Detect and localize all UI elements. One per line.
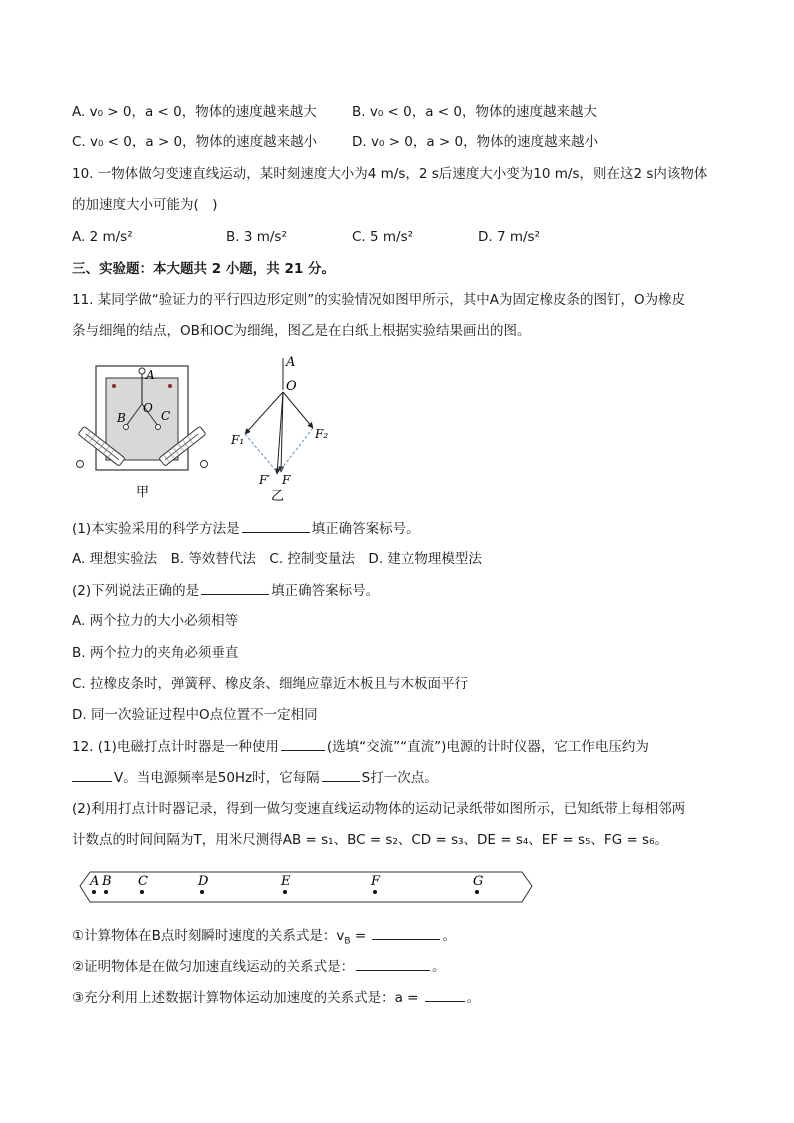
q12-part1-line2 bbox=[72, 767, 438, 788]
section-heading: 三、实验题：本大题共 2 小题，共 21 分。 bbox=[72, 261, 335, 277]
q11-part2-end: 填正确答案标号。 bbox=[271, 583, 380, 599]
q12-sub1-text: ①计算物体在B点时刻瞬时速度的关系式是：v bbox=[72, 928, 345, 944]
q11-part1-blank[interactable] bbox=[242, 518, 310, 533]
yi-label-f1: F₁ bbox=[231, 433, 245, 447]
figure-yi bbox=[225, 352, 345, 502]
yi-label-f: F bbox=[282, 473, 291, 487]
yi-caption: 乙 bbox=[271, 489, 285, 502]
q10-line1: 10. 一物体做匀变速直线运动，某时刻速度大小为4 m/s，2 s后速度大小变为10 m/s，则在这2 s内该物体 bbox=[72, 166, 708, 182]
yi-label-fprime: F′ bbox=[259, 473, 271, 487]
q9-option-c: C. v₀ < 0，a > 0，物体的速度越来越小 bbox=[72, 134, 318, 150]
q12-sub3-text: ③充分利用上述数据计算物体运动加速度的关系式是：a = bbox=[72, 990, 423, 1006]
q11-line2: 条与细绳的结点，OB和OC为细绳，图乙是在白纸上根据实验结果画出的图。 bbox=[72, 323, 531, 339]
q9-option-b: B. v₀ < 0，a < 0，物体的速度越来越大 bbox=[352, 104, 597, 120]
figure-jia bbox=[70, 358, 220, 503]
q12-sub1-eq: = bbox=[350, 928, 371, 944]
q11-part2 bbox=[72, 580, 379, 601]
q9-option-a: A. v₀ > 0，a < 0，物体的速度越来越大 bbox=[72, 104, 317, 120]
tape-dot-g bbox=[475, 890, 479, 894]
q12-voltage-blank[interactable] bbox=[72, 767, 112, 782]
q10-line2: 的加速度大小可能为( ) bbox=[72, 197, 218, 213]
q12-current-type-blank[interactable] bbox=[281, 736, 325, 751]
tape-label-g: G bbox=[473, 874, 484, 889]
q11-part2-option-d: D. 同一次验证过程中O点位置不一定相同 bbox=[72, 707, 318, 723]
q11-part1-end: 填正确答案标号。 bbox=[311, 521, 420, 537]
q10-option-b: B. 3 m/s² bbox=[226, 229, 287, 245]
tape-label-d: D bbox=[198, 874, 209, 889]
q11-part2-blank[interactable] bbox=[201, 580, 269, 595]
q12-vb-blank[interactable] bbox=[372, 925, 440, 940]
tape-dot-f bbox=[373, 890, 377, 894]
tape-dot-d bbox=[200, 890, 204, 894]
q12-part2-line1: (2)利用打点计时器记录，得到一做匀变速直线运动物体的运动记录纸带如图所示，已知纸带上每相邻两 bbox=[72, 801, 686, 817]
q11-part1-options: A. 理想实验法 B. 等效替代法 C. 控制变量法 D. 建立物理模型法 bbox=[72, 551, 482, 567]
tape-label-c: C bbox=[138, 874, 148, 889]
jia-caption: 甲 bbox=[136, 485, 150, 500]
q12-part1-text-b: (选填“交流”“直流”)电源的计时仪器，它工作电压约为 bbox=[326, 739, 649, 755]
yi-label-a: A bbox=[286, 355, 296, 370]
q12-part2-line2: 计数点的时间间隔为T，用米尺测得AB = s₁、BC = s₂、CD = s₃、DE = s₄、EF = s₅、FG = s₆。 bbox=[72, 832, 668, 848]
tape-label-a: A bbox=[90, 874, 100, 889]
q12-proof-blank[interactable] bbox=[356, 956, 430, 971]
q12-acc-blank[interactable] bbox=[425, 987, 465, 1002]
tape-dot-c bbox=[140, 890, 144, 894]
q12-sub1: ①计算物体在B点时刻瞬时速度的关系式是：$v_B$ = 。 bbox=[72, 925, 456, 952]
yi-label-f2: F₂ bbox=[315, 427, 329, 441]
jia-label-o: O bbox=[143, 401, 153, 415]
q12-part1-line1 bbox=[72, 736, 649, 757]
jia-label-c: C bbox=[161, 409, 171, 423]
tape-dot-a bbox=[92, 890, 96, 894]
q12-part1-text-d: S打一次点。 bbox=[361, 770, 438, 786]
q9-option-d: D. v₀ > 0，a > 0，物体的速度越来越小 bbox=[352, 134, 599, 150]
q12-sub1-subscript: B bbox=[344, 936, 351, 947]
q11-part2-option-b: B. 两个拉力的夹角必须垂直 bbox=[72, 645, 239, 661]
yi-label-o: O bbox=[286, 379, 297, 394]
tape-label-e: E bbox=[281, 874, 291, 889]
q11-line1: 11. 某同学做“验证力的平行四边形定则”的实验情况如图甲所示，其中A为固定橡皮条的图钉，O为橡皮 bbox=[72, 292, 686, 308]
q10-option-c: C. 5 m/s² bbox=[352, 229, 414, 245]
tape-dot-b bbox=[104, 890, 108, 894]
q11-part2-text: (2)下列说法正确的是 bbox=[72, 583, 200, 599]
q11-part1 bbox=[72, 518, 420, 539]
q12-interval-blank[interactable] bbox=[322, 767, 360, 782]
tape-dot-e bbox=[283, 890, 287, 894]
q10-option-a: A. 2 m/s² bbox=[72, 229, 133, 245]
q12-sub3: ③充分利用上述数据计算物体运动加速度的关系式是：a = 。 bbox=[72, 987, 480, 1008]
paper-tape bbox=[70, 864, 536, 908]
q12-sub2: ②证明物体是在做匀加速直线运动的关系式是： 。 bbox=[72, 956, 446, 977]
q12-part1-text-a: 12. (1)电磁打点计时器是一种使用 bbox=[72, 739, 279, 755]
q11-part1-text: (1)本实验采用的科学方法是 bbox=[72, 521, 240, 537]
tape-label-f: F bbox=[371, 874, 381, 889]
jia-label-a: A bbox=[146, 368, 155, 382]
q10-option-d: D. 7 m/s² bbox=[478, 229, 541, 245]
jia-label-b: B bbox=[117, 411, 126, 425]
q11-part2-option-a: A. 两个拉力的大小必须相等 bbox=[72, 613, 239, 629]
q11-part2-option-c: C. 拉橡皮条时，弹簧秤、橡皮条、细绳应靠近木板且与木板面平行 bbox=[72, 676, 469, 692]
q12-part1-text-c: V。当电源频率是50Hz时，它每隔 bbox=[114, 770, 320, 786]
tape-label-b: B bbox=[102, 874, 112, 889]
q12-sub2-text: ②证明物体是在做匀加速直线运动的关系式是： bbox=[72, 959, 355, 975]
